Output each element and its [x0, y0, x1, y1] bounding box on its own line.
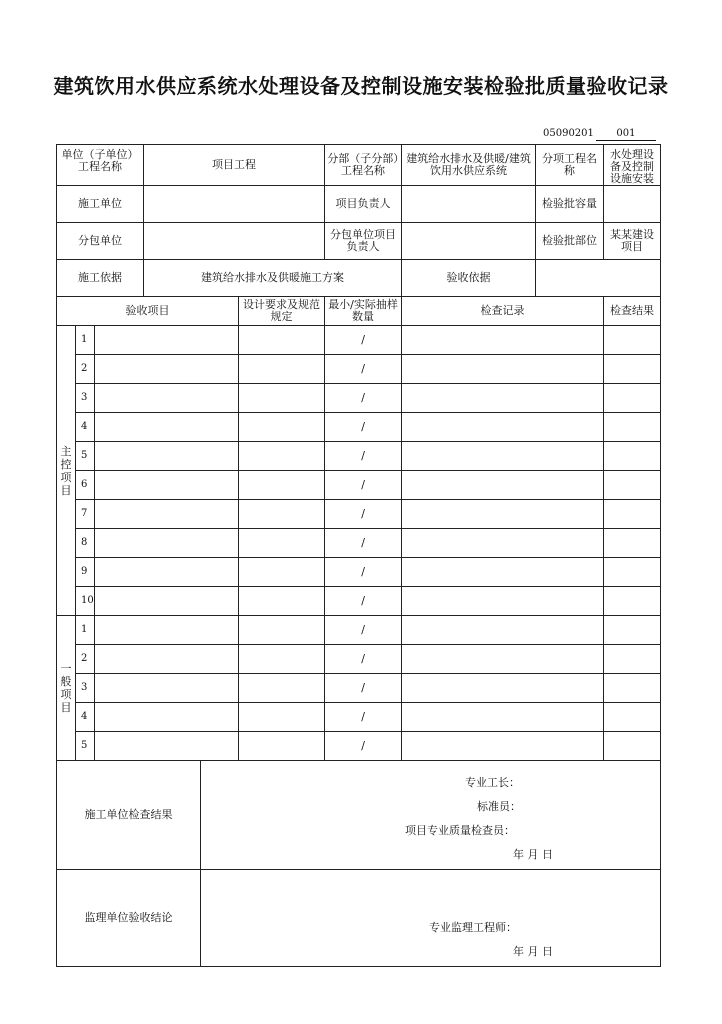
main-item-row: [57, 529, 661, 558]
sample-cell: /: [325, 355, 402, 384]
col-result: 检查结果: [604, 297, 661, 326]
basis-value: 建筑给水排水及供暖施工方案: [144, 260, 402, 297]
record-cell: [402, 674, 604, 703]
row-number: 9: [76, 558, 95, 587]
row-number: 3: [76, 384, 95, 413]
record-cell: [402, 326, 604, 355]
engineer-label: 专业监理工程师：: [429, 921, 518, 934]
record-cell: [402, 529, 604, 558]
quality-inspector-label: 项目专业质量检查员：: [405, 824, 516, 837]
construction-row: [57, 761, 661, 870]
row-number: 8: [76, 529, 95, 558]
main-item-row: [57, 500, 661, 529]
design-cell: [239, 674, 325, 703]
result-cell: [604, 500, 661, 529]
unit-value: 项目工程: [144, 145, 325, 186]
row-number: 5: [76, 442, 95, 471]
general-item-group-label: 一般项目: [57, 616, 76, 761]
column-header-row: [57, 297, 661, 326]
construction-signoff: [201, 761, 661, 870]
item-cell: [95, 442, 239, 471]
result-cell: [604, 732, 661, 761]
form-code-part2: 001: [596, 128, 656, 141]
header-row-3: [57, 223, 661, 260]
sub-label: 分项工程名称: [536, 145, 604, 186]
design-cell: [239, 442, 325, 471]
supervision-signoff: [201, 870, 661, 967]
item-cell: [95, 500, 239, 529]
sample-cell: /: [325, 326, 402, 355]
design-cell: [239, 703, 325, 732]
header-row-4: [57, 260, 661, 297]
sample-cell: /: [325, 384, 402, 413]
main-items: [57, 326, 661, 616]
row-number: 4: [76, 413, 95, 442]
design-cell: [239, 384, 325, 413]
contractor-value: [144, 186, 325, 223]
construction-label: 施工单位检查结果: [57, 761, 201, 870]
main-item-group-label: 主控项目: [57, 326, 76, 616]
sample-cell: /: [325, 529, 402, 558]
record-cell: [402, 471, 604, 500]
result-cell: [604, 326, 661, 355]
record-cell: [402, 355, 604, 384]
record-cell: [402, 587, 604, 616]
design-cell: [239, 587, 325, 616]
row-number: 7: [76, 500, 95, 529]
sample-cell: /: [325, 732, 402, 761]
page-title: 建筑饮用水供应系统水处理设备及控制设施安装检验批质量验收记录: [53, 74, 669, 98]
item-cell: [95, 471, 239, 500]
unit-label: 单位（子单位）工程名称: [57, 145, 144, 186]
result-cell: [604, 616, 661, 645]
general-items: [57, 616, 661, 761]
sample-cell: /: [325, 645, 402, 674]
design-cell: [239, 471, 325, 500]
row-number: 10: [76, 587, 95, 616]
main-item-row: [57, 442, 661, 471]
sample-cell: /: [325, 500, 402, 529]
inspector-label: 标准员：: [477, 800, 522, 813]
general-item-row: [57, 674, 661, 703]
item-cell: [95, 587, 239, 616]
foreman-label: 专业工长：: [465, 776, 521, 789]
design-cell: [239, 529, 325, 558]
supervision-date: 年 月 日: [513, 945, 554, 958]
item-cell: [95, 703, 239, 732]
accept-value: [536, 260, 661, 297]
basis-label: 施工依据: [57, 260, 144, 297]
inspection-table: [56, 144, 661, 967]
sub-value: 水处理设备及控制设施安装: [604, 145, 661, 186]
record-cell: [402, 442, 604, 471]
col-record: 检查记录: [402, 297, 604, 326]
main-item-row: [57, 587, 661, 616]
accept-label: 验收依据: [402, 260, 536, 297]
col-item: 验收项目: [57, 297, 239, 326]
row-number: 1: [76, 326, 95, 355]
row-number: 2: [76, 355, 95, 384]
item-cell: [95, 384, 239, 413]
location-label: 检验批部位: [536, 223, 604, 260]
result-cell: [604, 558, 661, 587]
result-cell: [604, 645, 661, 674]
row-number: 3: [76, 674, 95, 703]
location-value: 某某建设项目: [604, 223, 661, 260]
division-label: 分部（子分部）工程名称: [325, 145, 402, 186]
supervision-label: 监理单位验收结论: [57, 870, 201, 967]
sub-pm-value: [402, 223, 536, 260]
item-cell: [95, 413, 239, 442]
design-cell: [239, 616, 325, 645]
supervision-row: [57, 870, 661, 967]
row-number: 1: [76, 616, 95, 645]
design-cell: [239, 355, 325, 384]
general-item-row: [57, 703, 661, 732]
record-cell: [402, 500, 604, 529]
general-item-row: [57, 616, 661, 645]
item-cell: [95, 732, 239, 761]
result-cell: [604, 355, 661, 384]
pm-label: 项目负责人: [325, 186, 402, 223]
pm-value: [402, 186, 536, 223]
item-cell: [95, 355, 239, 384]
sample-cell: /: [325, 471, 402, 500]
header-row-2: [57, 186, 661, 223]
form-code: [543, 128, 656, 141]
result-cell: [604, 587, 661, 616]
record-cell: [402, 558, 604, 587]
record-cell: [402, 413, 604, 442]
sample-cell: /: [325, 587, 402, 616]
capacity-label: 检验批容量: [536, 186, 604, 223]
result-cell: [604, 413, 661, 442]
result-cell: [604, 529, 661, 558]
design-cell: [239, 558, 325, 587]
construction-date: 年 月 日: [513, 848, 554, 861]
item-cell: [95, 529, 239, 558]
row-number: 4: [76, 703, 95, 732]
main-item-row: [57, 413, 661, 442]
design-cell: [239, 645, 325, 674]
design-cell: [239, 326, 325, 355]
division-value: 建筑给水排水及供暖/建筑饮用水供应系统: [402, 145, 536, 186]
main-item-row: [57, 471, 661, 500]
design-cell: [239, 500, 325, 529]
sample-cell: /: [325, 616, 402, 645]
design-cell: [239, 732, 325, 761]
main-item-row: [57, 326, 661, 355]
sample-cell: /: [325, 442, 402, 471]
result-cell: [604, 442, 661, 471]
main-item-row: [57, 355, 661, 384]
general-item-row: [57, 645, 661, 674]
sample-cell: /: [325, 413, 402, 442]
sub-pm-label: 分包单位项目负责人: [325, 223, 402, 260]
result-cell: [604, 703, 661, 732]
row-number: 5: [76, 732, 95, 761]
record-cell: [402, 645, 604, 674]
header-row-1: [57, 145, 661, 186]
result-cell: [604, 674, 661, 703]
result-cell: [604, 471, 661, 500]
record-cell: [402, 703, 604, 732]
form-code-part1: 05090201: [543, 128, 594, 139]
item-cell: [95, 616, 239, 645]
record-cell: [402, 732, 604, 761]
main-item-row: [57, 384, 661, 413]
record-cell: [402, 384, 604, 413]
general-item-row: [57, 732, 661, 761]
item-cell: [95, 674, 239, 703]
result-cell: [604, 384, 661, 413]
main-item-row: [57, 558, 661, 587]
design-cell: [239, 413, 325, 442]
capacity-value: [604, 186, 661, 223]
subcontractor-value: [144, 223, 325, 260]
row-number: 2: [76, 645, 95, 674]
col-design: 设计要求及规范规定: [239, 297, 325, 326]
item-cell: [95, 326, 239, 355]
col-sample: 最小/实际抽样数量: [325, 297, 402, 326]
contractor-label: 施工单位: [57, 186, 144, 223]
subcontractor-label: 分包单位: [57, 223, 144, 260]
sample-cell: /: [325, 558, 402, 587]
record-cell: [402, 616, 604, 645]
sample-cell: /: [325, 674, 402, 703]
item-cell: [95, 558, 239, 587]
row-number: 6: [76, 471, 95, 500]
item-cell: [95, 645, 239, 674]
sample-cell: /: [325, 703, 402, 732]
